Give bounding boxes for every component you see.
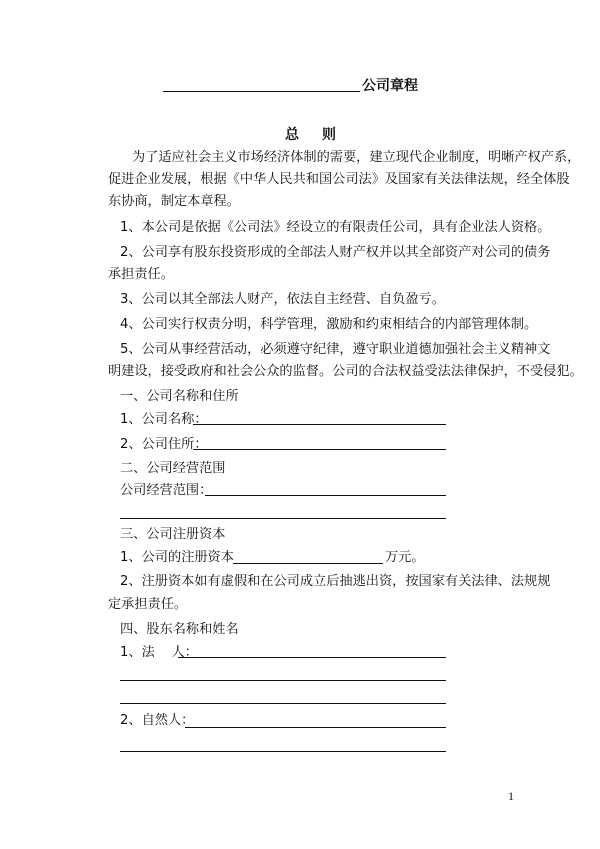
legal-person-field-line-3[interactable]: [120, 703, 446, 704]
section-4-heading: 四、股东名称和姓名: [120, 622, 239, 637]
company-address-field-line[interactable]: [193, 449, 446, 450]
natural-person-field-line-2[interactable]: [120, 751, 446, 752]
section-3-clause-2-line-2: 定承担责任。: [108, 597, 188, 612]
business-scope-label: 公司经营范围：: [120, 483, 213, 498]
section-heading-general-right: 则: [322, 127, 336, 143]
clause-3: 3、公司以其全部法人财产，依法自主经营、自负盈亏。: [120, 292, 445, 307]
intro-paragraph-line-3: 东协商，制定本章程。: [108, 194, 240, 209]
clause-2-line-1: 2、公司享有股东投资形成的全部法人财产权并以其全部资产对公司的债务: [120, 245, 551, 260]
section-1-heading: 一、公司名称和住所: [120, 389, 239, 404]
intro-paragraph-line-2: 促进企业发展，根据《中华人民共和国公司法》及国家有关法律法规，经全体股: [108, 172, 570, 187]
registered-capital-unit: 万元。: [385, 550, 425, 565]
company-name-label: 1、公司名称：: [120, 412, 208, 427]
clause-4: 4、公司实行权责分明，科学管理，激励和约束相结合的内部管理体制。: [120, 317, 538, 332]
business-scope-field-line-1[interactable]: [205, 495, 446, 496]
registered-capital-field-line[interactable]: [233, 563, 383, 564]
section-2-heading: 二、公司经营范围: [120, 461, 226, 476]
company-name-blank-line: [163, 91, 360, 92]
section-3-clause-2-line-1: 2、注册资本如有虚假和在公司成立后抽逃出资，按国家有关法律、法规规: [120, 574, 551, 589]
business-scope-field-line-2[interactable]: [120, 518, 446, 519]
clause-2-line-2: 承担责任。: [108, 267, 174, 282]
clause-5-line-1: 5、公司从事经营活动，必须遵守纪律，遵守职业道德加强社会主义精神文: [120, 342, 551, 357]
natural-person-label: 2、自然人：: [120, 713, 195, 728]
document-title: 公司章程: [362, 78, 418, 94]
registered-capital-label: 1、公司的注册资本: [120, 550, 234, 565]
company-address-label: 2、公司住所：: [120, 437, 208, 452]
legal-person-field-line-1[interactable]: [178, 657, 446, 658]
company-name-field-line[interactable]: [193, 424, 446, 425]
natural-person-field-line-1[interactable]: [185, 727, 446, 728]
clause-1: 1、本公司是依据《公司法》经设立的有限责任公司，具有企业法人资格。: [120, 220, 551, 235]
clause-5-line-2: 明建设，接受政府和社会公众的监督。公司的合法权益受法法律保护，不受侵犯。: [108, 364, 583, 379]
section-3-heading: 三、公司注册资本: [120, 527, 226, 542]
legal-person-field-line-2[interactable]: [120, 680, 446, 681]
legal-person-label: 1、法 人：: [120, 645, 198, 660]
section-heading-general-left: 总: [285, 127, 299, 143]
page-number: 1: [508, 789, 514, 803]
intro-paragraph-line-1: 为了适应社会主义市场经济体制的需要，建立现代企业制度，明晰产权产系，: [132, 150, 581, 165]
